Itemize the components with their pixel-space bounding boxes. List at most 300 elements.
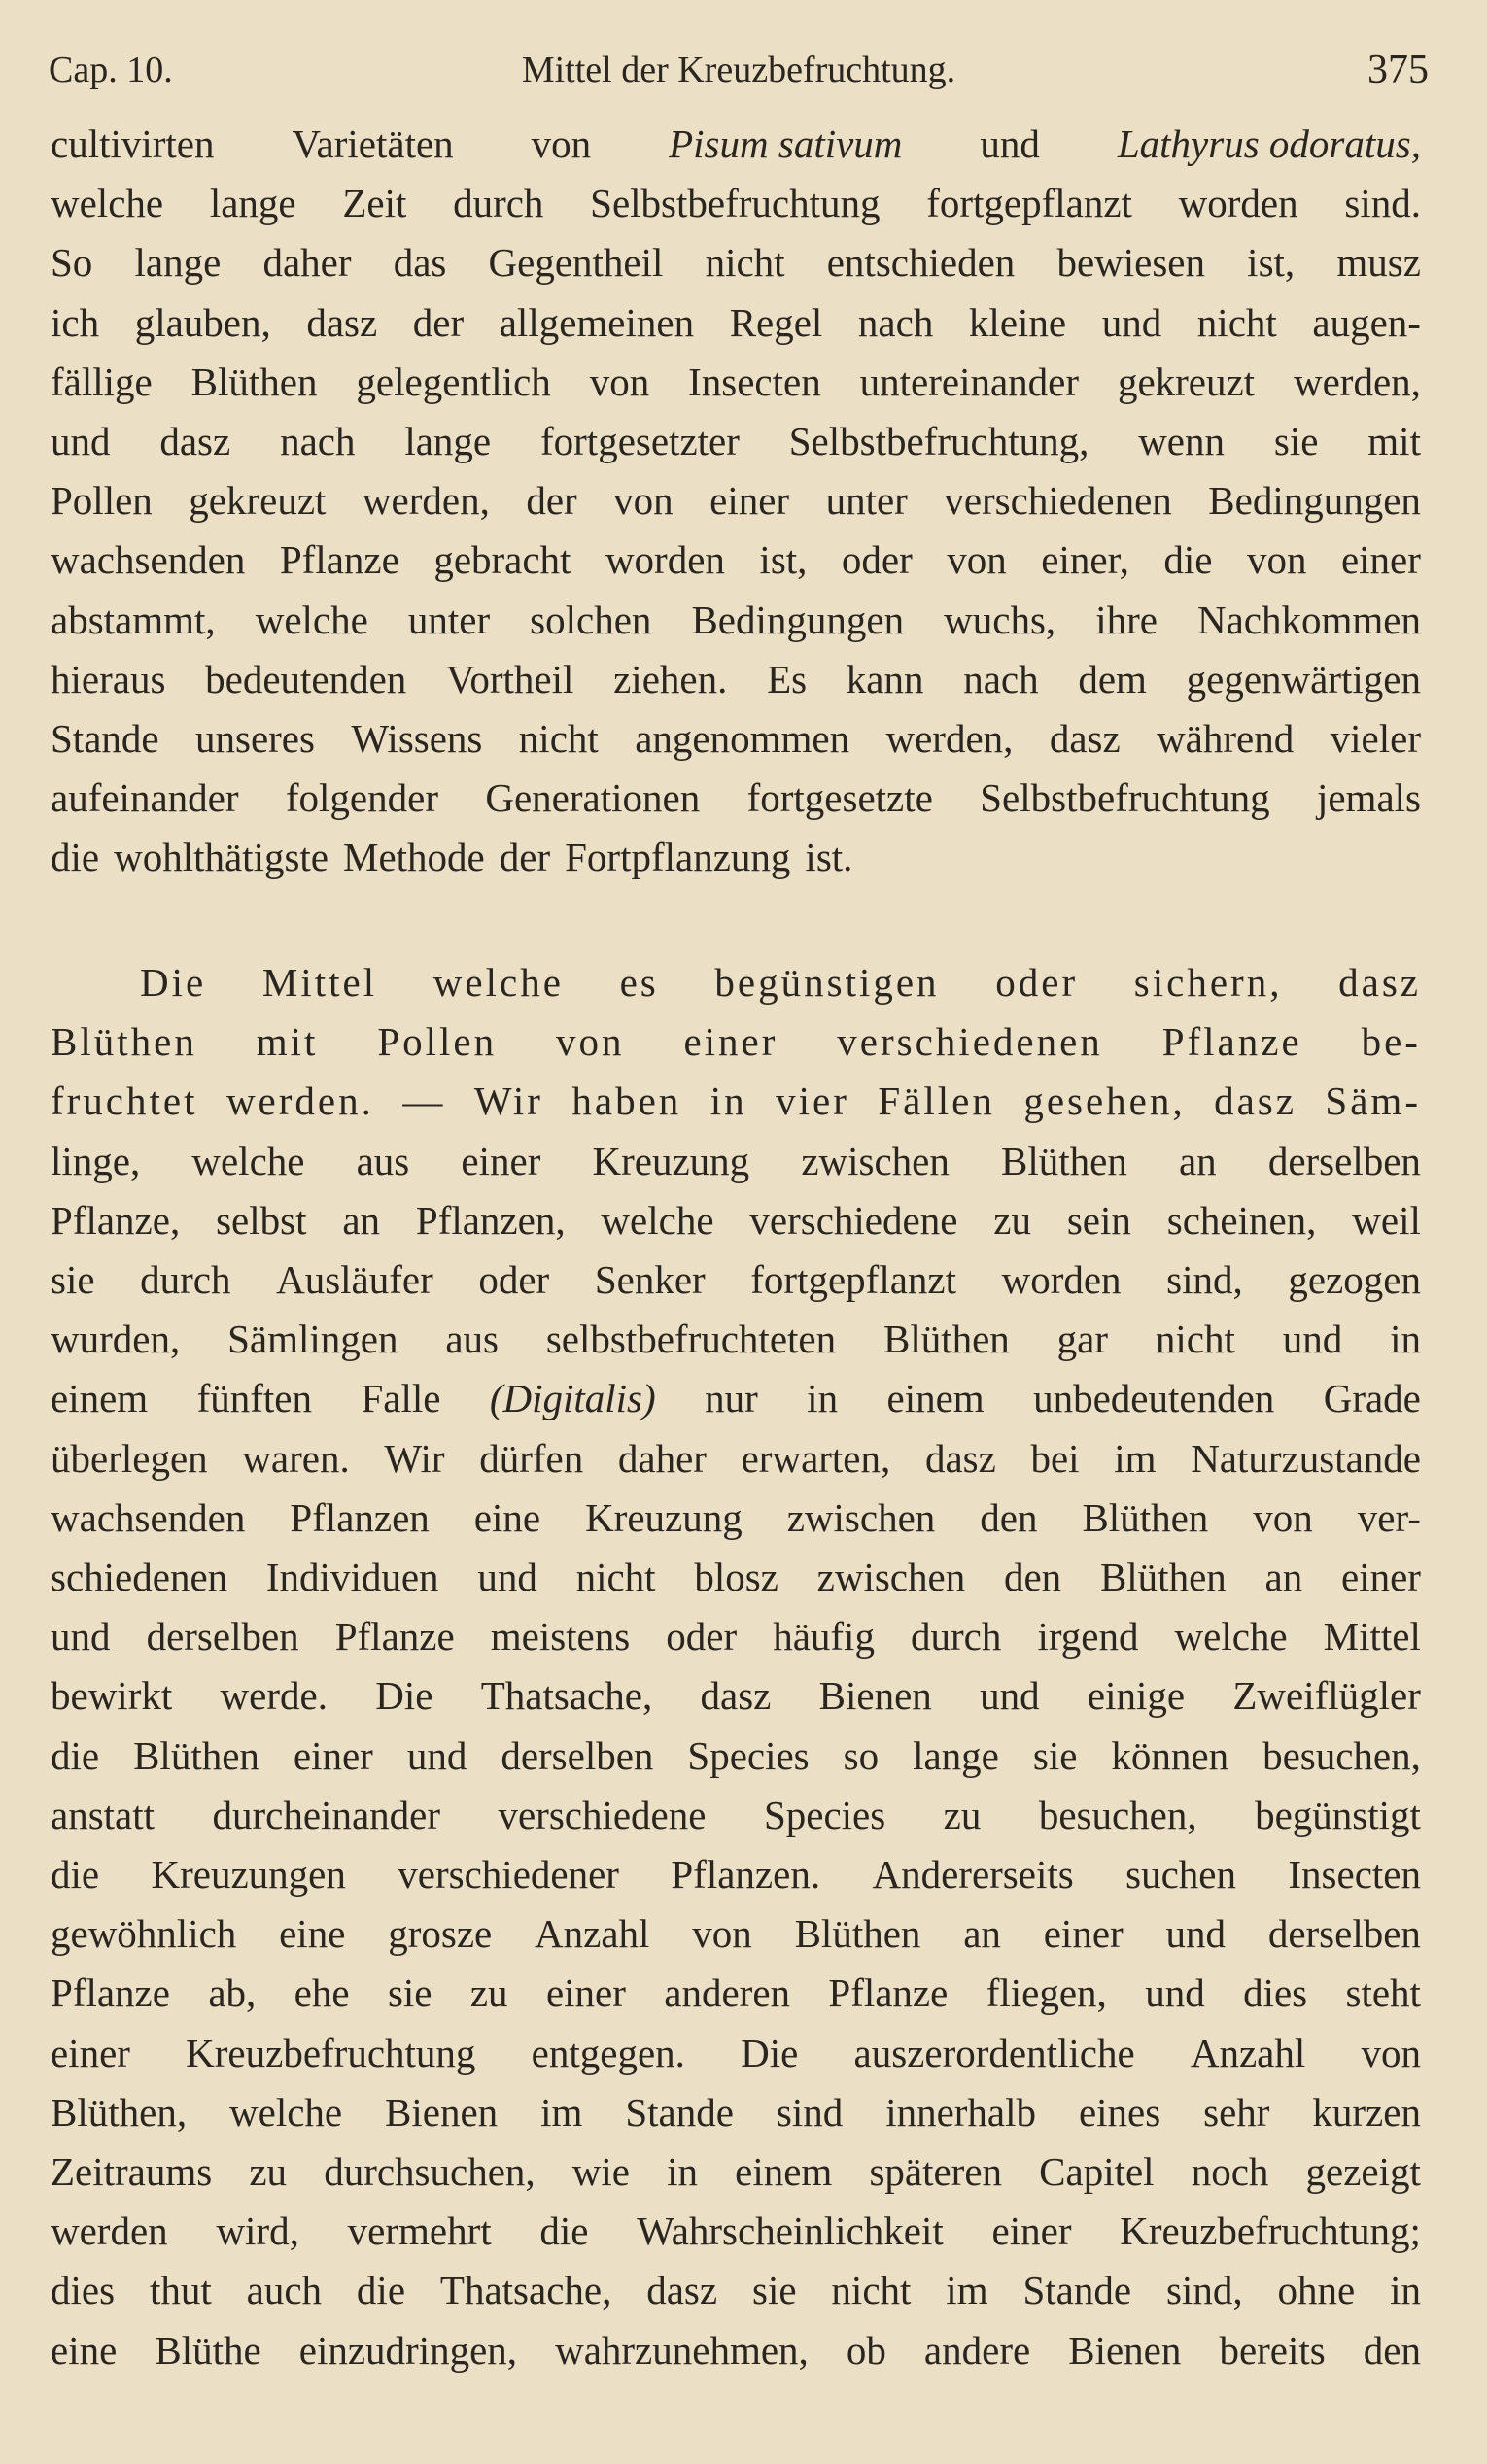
word: nach [280, 419, 356, 463]
word: Pollen [377, 1019, 498, 1065]
word: gelegentlich [356, 359, 551, 404]
word: Kreuzbefruchtung; [1120, 2208, 1421, 2254]
word: von [556, 1019, 625, 1065]
word: hieraus [51, 656, 166, 702]
word: eine [473, 1494, 541, 1540]
word: unbedeutenden [1033, 1376, 1275, 1421]
word: ver- [1357, 1494, 1421, 1540]
word: derselben [146, 1614, 299, 1660]
word: Die [375, 1673, 433, 1719]
word: begünstigt [1255, 1792, 1421, 1837]
word: unseres [195, 716, 315, 761]
word: einer [1340, 537, 1421, 583]
word: die [1163, 537, 1213, 583]
word: aufeinander [51, 775, 239, 821]
word: die [51, 1732, 100, 1778]
word: in [1390, 1317, 1421, 1362]
word: es [619, 960, 659, 1005]
text-line [51, 1249, 1421, 1310]
word: verschiedener [398, 1852, 619, 1897]
word: dasz [159, 419, 231, 463]
word: Vortheil [446, 656, 574, 702]
word: auch [246, 2268, 323, 2313]
word: lange [913, 1732, 999, 1778]
word: zwischen [816, 1555, 966, 1599]
word: die [539, 2208, 589, 2254]
word: verschiedenen [837, 1019, 1103, 1065]
word: Selbstbefruchtung, [788, 419, 1089, 463]
word: wenn [1138, 419, 1226, 463]
word: Stande [625, 2089, 734, 2135]
word: aus [356, 1138, 410, 1183]
word: wurden, [51, 1317, 181, 1362]
word: dürfen [479, 1435, 584, 1481]
word: welche [432, 960, 564, 1005]
word: gezogen [1288, 1257, 1421, 1302]
word: verschiedenen [944, 478, 1172, 524]
word: Anzahl [1190, 2030, 1306, 2075]
word: dasz [1049, 716, 1121, 761]
word: zwischen [801, 1138, 950, 1183]
word: nicht [831, 2268, 912, 2313]
word: Varietäten [292, 121, 454, 166]
word: wachsenden [51, 1494, 246, 1540]
word: Pflanze [334, 1614, 455, 1660]
text-line [51, 352, 1421, 412]
text-line [51, 530, 1421, 590]
word: gesehen, [1023, 1078, 1186, 1124]
text-line [51, 1963, 1421, 2023]
word: Andererseits [872, 1852, 1074, 1897]
word: sichern, [1133, 960, 1283, 1005]
word: durch [453, 181, 544, 226]
word: gekreuzt [189, 478, 327, 524]
word: können [1111, 1732, 1229, 1778]
word: steht [1345, 1970, 1421, 2016]
word: späteren [869, 2149, 1003, 2194]
word: Pflanze [279, 537, 399, 583]
word: selbstbefruchteten [545, 1317, 837, 1362]
text-line [51, 1488, 1421, 1548]
word: so [843, 1732, 880, 1778]
word: anstatt [51, 1792, 156, 1837]
word: meistens [490, 1614, 631, 1660]
word: dasz [700, 1673, 772, 1719]
word: gewöhnlich [51, 1911, 237, 1957]
chapter-label: Cap. 10. [49, 50, 173, 90]
word: gezeigt [1305, 2149, 1421, 2194]
word: ab, [208, 1970, 257, 2016]
text-line [51, 1665, 1421, 1726]
word: wuchs, [944, 597, 1056, 642]
text-line [51, 1190, 1421, 1250]
word: verschiedene [498, 1792, 707, 1837]
text-line [51, 1606, 1421, 1666]
word: ohne [1277, 2268, 1356, 2313]
word: häufig [773, 1614, 875, 1660]
word: lange [134, 240, 222, 286]
word: dasz [646, 2268, 718, 2313]
word: einem [886, 1376, 985, 1421]
text-line [51, 590, 1421, 650]
word: lange [404, 419, 492, 463]
word: Blüthen [1001, 1138, 1127, 1183]
word: nicht [575, 1555, 656, 1599]
text-line [51, 649, 1421, 709]
word: nicht [705, 240, 785, 286]
word: unter [407, 597, 491, 642]
word: Blüthen [51, 1019, 197, 1065]
word: durchsuchen, [324, 2149, 536, 2194]
word: den [1003, 1555, 1062, 1599]
word: abstammt, [51, 597, 216, 642]
word: und [51, 419, 111, 463]
word: anderen [664, 1970, 791, 2016]
word: Kreuzung [592, 1138, 750, 1183]
word: von [613, 478, 674, 524]
word: worden [605, 537, 725, 583]
word: zwischen [786, 1494, 936, 1540]
word: fällige [51, 359, 153, 404]
word: Bedingungen [1208, 478, 1421, 524]
word: (Digitalis) [489, 1376, 656, 1421]
word: in [1390, 2268, 1421, 2313]
word: Die [140, 960, 207, 1005]
text-line [51, 1726, 1421, 1786]
word: Species [687, 1732, 810, 1778]
word: Wissens [351, 716, 483, 761]
word: und [980, 121, 1040, 166]
word: gar [1056, 1317, 1109, 1362]
word: auszerordentliche [853, 2030, 1135, 2075]
word: be- [1361, 1019, 1421, 1065]
word: einer [545, 1970, 626, 2016]
word: Methode [343, 835, 485, 880]
word: So [51, 240, 93, 286]
word: ob [846, 2327, 886, 2373]
word: Insecten [1288, 1852, 1421, 1897]
running-head [49, 41, 1429, 99]
word: Pisum sativum [669, 121, 903, 166]
word: derselben [501, 1732, 654, 1778]
word: oder [666, 1614, 738, 1660]
word: wie [571, 2149, 630, 2194]
word: untereinander [859, 359, 1080, 404]
word: Pflanzen [290, 1494, 430, 1540]
word: in [709, 1078, 747, 1124]
word: gegenwärtigen [1186, 656, 1421, 702]
word: und [477, 1555, 537, 1599]
word: Blüthen [190, 359, 318, 404]
word: wachsenden [51, 537, 246, 583]
running-title: Mittel der Kreuzbefruchtung. [521, 50, 956, 90]
word: besuchen, [1262, 1732, 1421, 1778]
word: Fortpflanzung [565, 835, 791, 880]
text-line [51, 2201, 1421, 2261]
text-line [51, 173, 1421, 233]
word: fortgepflanzt [750, 1257, 956, 1302]
word: Regel [729, 299, 823, 345]
word: einzudringen, [298, 2327, 518, 2373]
word: einer [293, 1732, 373, 1778]
word: und [1165, 1911, 1226, 1957]
word: bewiesen [1056, 240, 1205, 286]
word: waren. [242, 1435, 350, 1481]
word: und [980, 1673, 1040, 1719]
word: andere [923, 2327, 1031, 2373]
text-line [51, 768, 1421, 828]
word: fortgesetzte [746, 775, 933, 821]
word: musz [1336, 240, 1421, 286]
word: Die [741, 2030, 799, 2075]
word: mit [256, 1019, 319, 1065]
word: vier [776, 1078, 849, 1124]
word: gekreuzt [1117, 359, 1256, 404]
word: Blüthen [794, 1911, 921, 1957]
word: von [1246, 537, 1307, 583]
word: worden [1178, 181, 1298, 226]
word: und [406, 1732, 467, 1778]
word: Stande [1022, 2268, 1132, 2313]
word: noch [1191, 2149, 1269, 2194]
word: welche [601, 1197, 714, 1243]
word: dem [1078, 656, 1147, 702]
word: Kreuzungen [151, 1852, 346, 1897]
word: von [947, 537, 1007, 583]
word: während [1157, 716, 1295, 761]
word: überlegen [51, 1435, 208, 1481]
word: Bienen [818, 1673, 932, 1719]
text-line [51, 1368, 1421, 1428]
word: von [589, 359, 650, 404]
word: besuchen, [1038, 1792, 1197, 1837]
word: einer [683, 1019, 778, 1065]
word: und [51, 1614, 111, 1660]
word: fliegen, [986, 1970, 1107, 2016]
word: an [342, 1197, 381, 1243]
word: Naturzustande [1191, 1435, 1421, 1481]
word: einem [735, 2149, 833, 2194]
word: sehr [1203, 2089, 1270, 2135]
word: unter [825, 478, 908, 524]
word: linge, [51, 1138, 141, 1183]
word: sie [1273, 419, 1319, 463]
word: Anzahl [535, 1911, 650, 1957]
word: ziehen. [613, 656, 728, 702]
text-line [51, 114, 1421, 174]
word: oder [995, 960, 1079, 1005]
word: daher [617, 1435, 707, 1481]
word: welche [229, 2089, 343, 2135]
word: den [1363, 2327, 1421, 2373]
word: dasz [1214, 1078, 1297, 1124]
word: Lathyrus odoratus, [1117, 121, 1421, 166]
word: dies [1243, 1970, 1308, 2016]
word: Wir [473, 1078, 543, 1124]
text-line [51, 2141, 1421, 2202]
word: bedeutenden [205, 656, 407, 702]
word: Thatsache, [439, 2268, 612, 2313]
word: nach [857, 299, 934, 345]
word: nicht [1155, 1317, 1235, 1362]
word: scheinen, [1166, 1197, 1317, 1243]
word: Pflanze [51, 1970, 170, 2016]
word: in [667, 2149, 698, 2194]
word: von [1253, 1494, 1313, 1540]
word: wohlthätigste [114, 835, 329, 880]
word: Bedingungen [691, 597, 905, 642]
word: welche [191, 1138, 305, 1183]
word: gebracht [433, 537, 571, 583]
word: die [51, 1852, 100, 1897]
text-line [51, 952, 1421, 1012]
text-line [51, 2023, 1421, 2083]
word: durcheinander [212, 1792, 440, 1837]
text-line [51, 2082, 1421, 2142]
word: die [51, 835, 100, 880]
word: Säm- [1325, 1078, 1421, 1124]
word: dies [51, 2268, 116, 2313]
word: an [1178, 1138, 1217, 1183]
word: Ausläufer [276, 1257, 433, 1302]
word: Sämlingen [227, 1317, 398, 1362]
word: derselben [1267, 1911, 1421, 1957]
word: Grade [1323, 1376, 1421, 1421]
word: Blüthen [133, 1732, 259, 1778]
word: selbst [216, 1197, 307, 1243]
word: Wir [384, 1435, 445, 1481]
word: Senker [594, 1257, 706, 1302]
text-line [51, 411, 1421, 471]
word: glauben, [134, 299, 271, 345]
word: in [807, 1376, 839, 1421]
word: thut [149, 2268, 212, 2313]
word: ihre [1095, 597, 1158, 642]
word: oder [841, 537, 913, 583]
word: wird, [216, 2208, 299, 2254]
word: Kreuzbefruchtung [186, 2030, 476, 2075]
text-line [51, 2320, 1421, 2380]
word: aus [445, 1317, 499, 1362]
word: einer [991, 2208, 1072, 2254]
word: Blüthen [882, 1317, 1010, 1362]
word: derselben [1267, 1138, 1421, 1183]
text-line [51, 470, 1421, 530]
word: Selbstbefruchtung [590, 181, 881, 226]
text-line [51, 292, 1421, 353]
word: dasz [306, 299, 378, 345]
word: vieler [1330, 716, 1421, 761]
word: fruchtet [51, 1078, 198, 1124]
word: ist, [1247, 240, 1296, 286]
word: Zeitraums [51, 2149, 213, 2194]
word: lange [209, 181, 296, 226]
word: nicht [1196, 299, 1277, 345]
word: sie [51, 1257, 95, 1302]
word: eine [279, 1911, 346, 1957]
word: einer [1341, 1555, 1421, 1599]
word: entschieden [826, 240, 1016, 286]
word: Individuen [265, 1555, 439, 1599]
word: oder [478, 1257, 550, 1302]
word: Pflanze [828, 1970, 949, 2016]
word: haben [571, 1078, 682, 1124]
word: zu [993, 1197, 1031, 1243]
word: erwarten, [741, 1435, 891, 1481]
word: kleine [968, 299, 1067, 345]
word: Falle [361, 1376, 441, 1421]
word: Pflanze [1161, 1019, 1302, 1065]
word: Blüthen [1099, 1555, 1227, 1599]
word: kann [846, 656, 924, 702]
word: ist, [759, 537, 808, 583]
word: einer [1043, 1911, 1124, 1957]
word: ehe [294, 1970, 350, 2016]
word: sind, [1166, 1257, 1243, 1302]
word: den [980, 1494, 1038, 1540]
word: von [692, 1911, 752, 1957]
word: zu [469, 1970, 508, 2016]
word: bewirkt [51, 1673, 173, 1719]
word: Gegentheil [488, 240, 664, 286]
word: entgegen. [531, 2030, 685, 2075]
word: Blüthe [155, 2327, 261, 2373]
word: allgemeinen [499, 299, 695, 345]
word: folgender [285, 775, 438, 821]
word: schiedenen [51, 1555, 228, 1599]
word: Selbstbefruchtung [980, 775, 1270, 821]
word: Fällen [878, 1078, 995, 1124]
word: solchen [530, 597, 652, 642]
word: werden, [362, 478, 490, 524]
word: grosze [388, 1911, 493, 1957]
word: im [540, 2089, 583, 2135]
word: Insecten [688, 359, 821, 404]
word: innerhalb [885, 2089, 1037, 2135]
word: ich [51, 299, 100, 345]
word: welche [1174, 1614, 1288, 1660]
word: blosz [694, 1555, 778, 1599]
word: jemals [1316, 775, 1421, 821]
word: Stande [51, 716, 159, 761]
word: Bienen [385, 2089, 499, 2135]
word: eine [51, 2327, 118, 2373]
word: irgend [1037, 1614, 1139, 1660]
word: einem [51, 1376, 149, 1421]
word: welche [255, 597, 368, 642]
word: das [393, 240, 447, 286]
word: der [499, 835, 551, 880]
word: verschiedene [749, 1197, 958, 1243]
word: wahrzunehmen, [555, 2327, 809, 2373]
word: der [526, 478, 577, 524]
word: daher [262, 240, 352, 286]
word: einer [709, 478, 790, 524]
word: an [963, 1911, 1001, 1957]
word: im [946, 2268, 988, 2313]
word: — [402, 1078, 446, 1124]
word: die [356, 2268, 406, 2313]
word: Nachkommen [1197, 597, 1421, 642]
word: Zeit [342, 181, 407, 226]
word: werden. [225, 1078, 374, 1124]
word: weil [1352, 1197, 1421, 1243]
word: Zweiflügler [1232, 1673, 1421, 1719]
word: von [1361, 2030, 1421, 2075]
word: Mittel [1323, 1614, 1421, 1660]
word: dasz [924, 1435, 996, 1481]
word: sie [1032, 1732, 1078, 1778]
